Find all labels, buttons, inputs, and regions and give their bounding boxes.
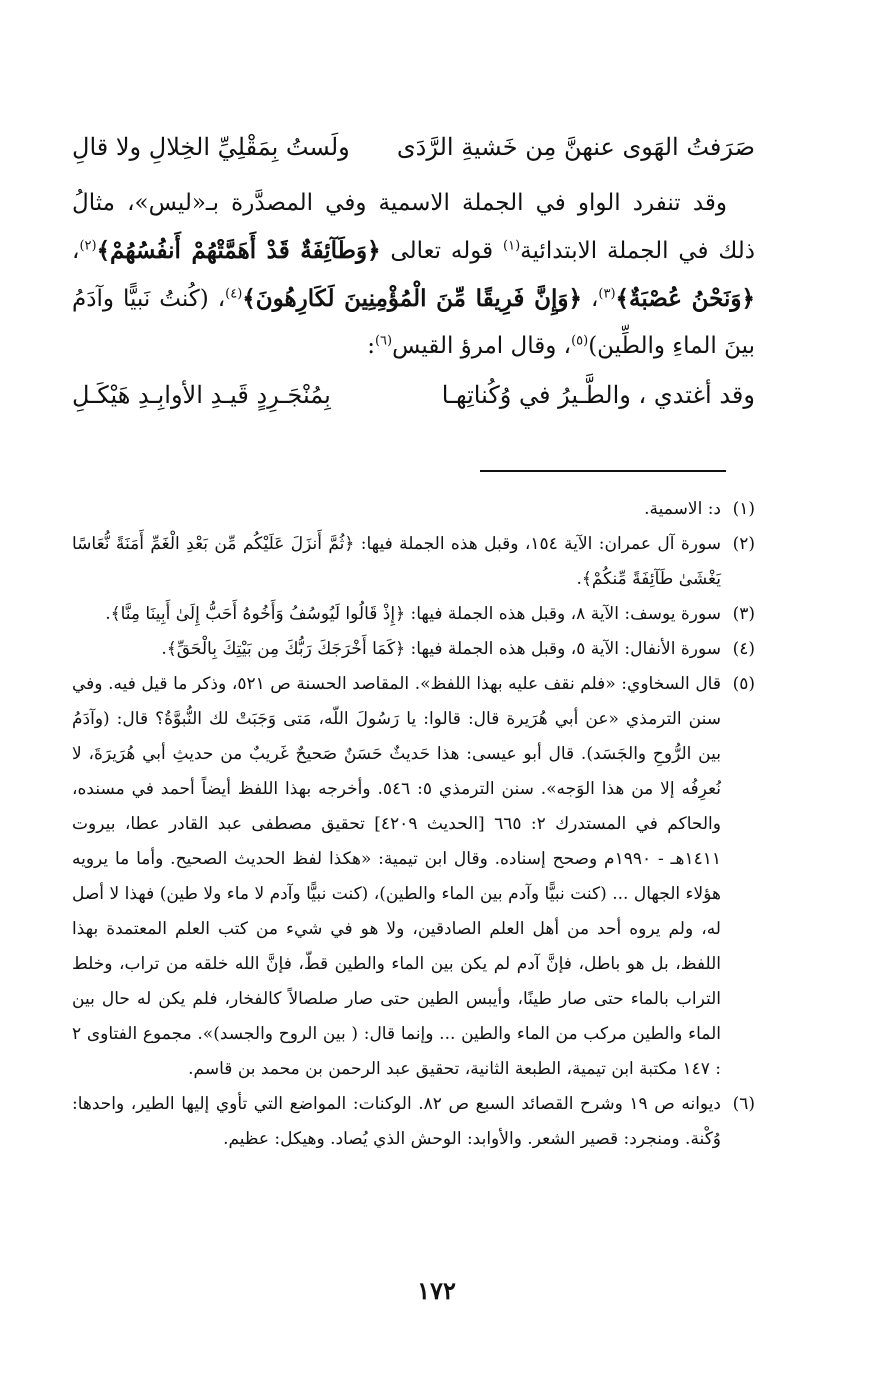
paragraph-text: ، (كُنتُ نَبيًّا وآدَمُ بينَ الماءِ والطِّين) [72, 286, 755, 359]
body-paragraph [72, 180, 755, 370]
footnote-number: (١) [732, 499, 755, 519]
footnote-text: سورة آل عمران: الآية ١٥٤، وقبل هذه الجملة فيها: ﴿ثُمَّ أَنزَلَ عَلَيْكُم مِّن بَعْدِ الْغَمِّ أَمَنَةً نُّعَاسًا يَغْشَىٰ طَآئِفَةً مِّنكُمْ﴾. [72, 534, 721, 589]
footnote-4 [72, 632, 755, 667]
verse-1-first-hemistich: صَرَفتُ الهَوى عنهنَّ مِن خَشيةِ الرَّدَى [396, 133, 755, 161]
footnote-number: (٥) [732, 674, 755, 694]
footnote-6 [72, 1087, 755, 1157]
separator: ، [581, 286, 599, 312]
footnote-ref-6[interactable]: (٦) [374, 333, 393, 349]
quran-quote: ﴿وَطَآئِفَةٌ قَدْ أَهَمَّتْهُمْ أَنفُسُهُمْ﴾ [96, 237, 381, 264]
paragraph-text: ، وقال امرؤ القيس [392, 333, 572, 359]
paragraph-text: وقد تنفرد الواو في الجملة الاسمية وفي المصدَّرة بـ«ليس»، مثالُ ذلك في الجملة الابتدائية [72, 190, 755, 264]
footnote-ref-1[interactable]: (١) [503, 238, 521, 254]
verse-2-second-hemistich: بِمُنْجَـرِدٍ قَيـدِ الأوابِـدِ هَيْكَـلِ [72, 381, 331, 409]
footnote-divider [480, 470, 726, 472]
footnote-ref-5[interactable]: (٥) [571, 333, 589, 349]
main-text [72, 132, 755, 428]
footnote-text: قال السخاوي: «فلم نقف عليه بهذا اللفظ». المقاصد الحسنة ص ٥٢١، وذكر ما قيل فيه. وفي سنن الترمذي «عن أبي هُرَيرة قال: قالوا: يا رَسُولَ اللّه، مَتى وَجَبَتْ لك النُّبوَّةُ؟ قال: (وآدَمُ بين الرُّوحِ والجَسَد). قال أبو عيسى: هذا حَديثٌ حَسَنٌ صَحيحٌ غَريبٌ من حديثِ أبي هُرَيرَةَ، لا نُعرِفُه إلا من هذا الوَجه». سنن الترمذي ٥: ٥٤٦. وأخرجه بهذا اللفظ أيضاً أحمد في مسنده، والحاكم في المستدرك ٢: ٦٦٥ [الحديث ٤٢٠٩] تحقيق مصطفى عبد القادر عطا، بيروت ١٤١١هـ - ١٩٩٠م وصحح إسناده. وقال ابن تيمية: «هكذا لفظ الحديث الصحيح. وأما ما يرويه هؤلاء الجهال ... (كنت نبيًّا وآدم بين الماء والطين)، (كنت نبيًّا وآدم لا ماء ولا طين) فهذا لا أصل له، ولم يروه أحد من أهل العلم الصادقين، ولا هو في شيء من كتب العلم المعتمدة بهذا اللفظ، بل هو باطل، فإنَّ آدم لم يكن بين الماء والطين قطّ، فإنَّ الله خلقه من تراب، وخلط التراب بالماء حتى صار طينًا، وأيبس الطين حتى صار صلصالاً كالفخار، فلم يكن له حال بين الماء والطين مركب من الماء والطين ... وإنما قال: ( بين الروح والجسد)». مجموع الفتاوى ٢ : ١٤٧ مكتبة ابن تيمية، الطبعة الثانية، تحقيق عبد الرحمن بن محمد بن قاسم. [72, 674, 722, 1079]
footnote-number: (٢) [732, 534, 755, 554]
footnote-number: (٦) [732, 1094, 755, 1114]
poetry-verse-1 [72, 132, 755, 162]
footnote-1 [72, 492, 755, 527]
paragraph-text: : [367, 333, 375, 359]
quran-quote: ﴿وَإِنَّ فَرِيقًا مِّنَ الْمُؤْمِنِينَ لَكَارِهُونَ﴾ [242, 285, 582, 312]
separator: ، [72, 238, 80, 264]
footnote-ref-2[interactable]: (٢) [79, 238, 97, 254]
quran-quote: ﴿وَنَحْنُ عُصْبَةٌ﴾ [615, 285, 755, 312]
page-number: ١٧٢ [417, 1276, 456, 1305]
footnote-text: سورة يوسف: الآية ٨، وقبل هذه الجملة فيها: ﴿إِذْ قَالُوا لَيُوسُفُ وَأَخُوهُ أَحَبُّ إِلَىٰ أَبِينَا مِنَّا﴾. [105, 604, 721, 624]
footnote-3 [72, 597, 755, 632]
footnote-text: ديوانه ص ١٩ وشرح القصائد السبع ص ٨٢. الوكنات: المواضع التي تأوي إليها الطير، واحدها: وُكْنة. ومنجرد: قصير الشعر. والأوابد: الوحش الذي يُصاد. وهيكل: عظيم. [72, 1094, 721, 1149]
verse-2-first-hemistich: وقد أغتدي ، والطَّـيرُ في وُكُناتِهـا [441, 381, 755, 409]
verse-1-second-hemistich: ولَستُ بِمَقْلِيِّ الخِلالِ ولا قالِ [72, 133, 350, 161]
footnote-number: (٤) [732, 639, 755, 659]
footnotes-section [72, 492, 755, 1157]
footnote-ref-3[interactable]: (٣) [598, 286, 616, 302]
footnote-text: د: الاسمية. [644, 499, 721, 519]
poetry-verse-2 [72, 380, 755, 410]
footnote-number: (٣) [732, 604, 755, 624]
footnote-ref-4[interactable]: (٤) [225, 286, 243, 302]
paragraph-text: قوله تعالى [380, 238, 503, 264]
footnote-text: سورة الأنفال: الآية ٥، وقبل هذه الجملة فيها: ﴿كَمَا أَخْرَجَكَ رَبُّكَ مِن بَيْتِكَ بِالْحَقِّ﴾. [161, 639, 721, 659]
footnote-5 [72, 667, 755, 1087]
footnote-2 [72, 527, 755, 597]
